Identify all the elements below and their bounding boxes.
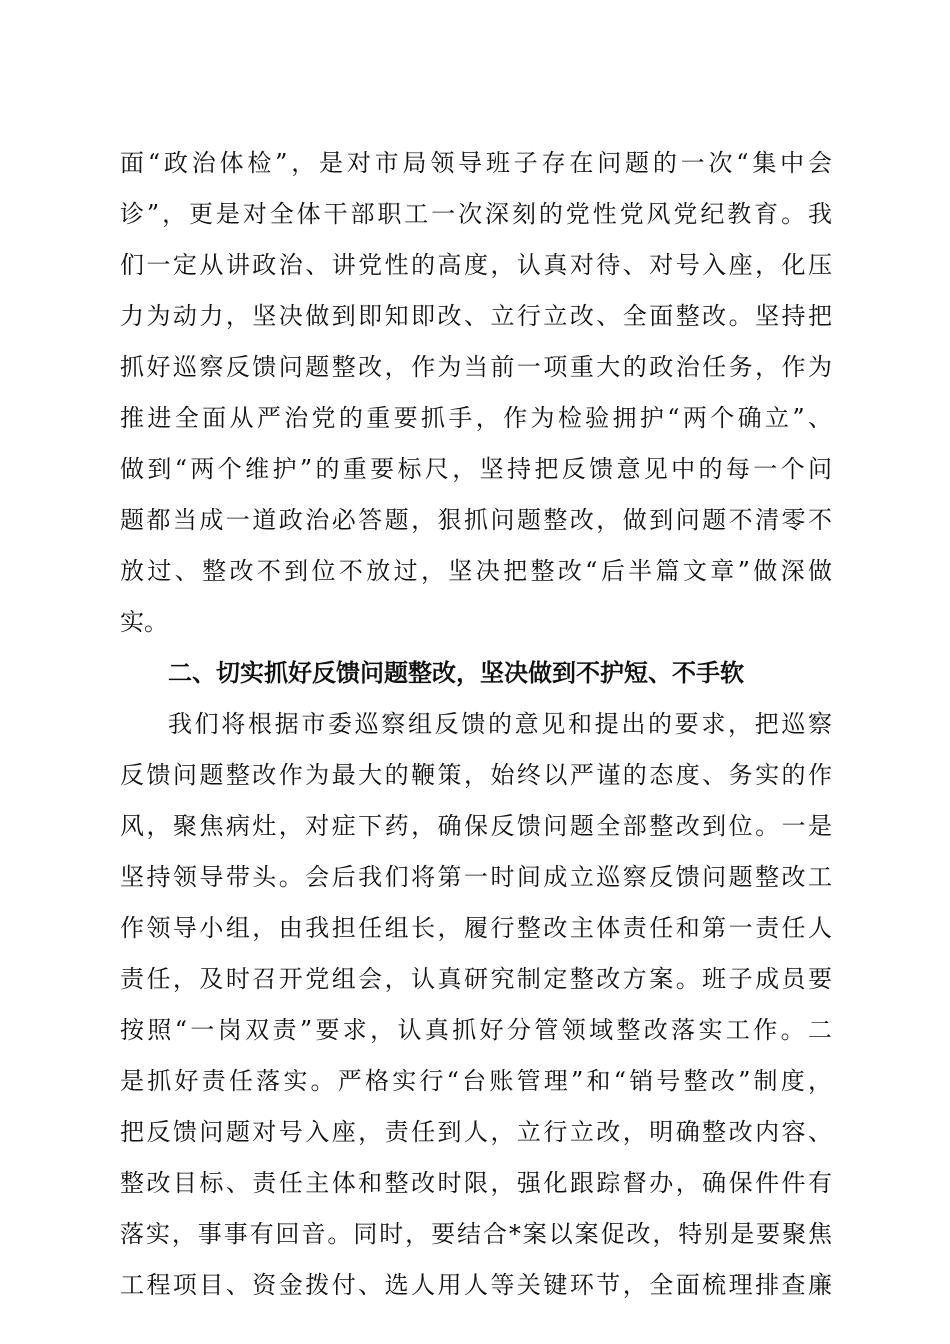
section-2-line-2: 反馈问题整改作为最大的鞭策，始终以严谨的态度、务实的作 <box>120 761 832 789</box>
section-2-line-7: 按照“一岗双责”要求，认真抓好分管领域整改落实工作。二 <box>120 1016 832 1044</box>
section-2-line-3: 风，聚焦病灶，对症下药，确保反馈问题全部整改到位。一是 <box>120 812 832 840</box>
paragraph-1-line-9: 放过、整改不到位不放过，坚决把整改“后半篇文章”做深做 <box>120 557 832 585</box>
paragraph-1-line-10: 实。 <box>120 608 168 636</box>
section-2-line-9: 把反馈问题对号入座，责任到人，立行立改，明确整改内容、 <box>120 1118 832 1146</box>
paragraph-1-line-4: 力为动力，坚决做到即知即改、立行立改、全面整改。坚持把 <box>120 302 832 330</box>
paragraph-1-line-2: 诊”，更是对全体干部职工一次深刻的党性党风党纪教育。我 <box>120 200 832 228</box>
paragraph-1-line-7: 做到“两个维护”的重要标尺，坚持把反馈意见中的每一个问 <box>120 455 832 483</box>
paragraph-1-line-5: 抓好巡察反馈问题整改，作为当前一项重大的政治任务，作为 <box>120 353 832 381</box>
paragraph-1-line-8: 题都当成一道政治必答题，狠抓问题整改，做到问题不清零不 <box>120 506 832 534</box>
section-2-line-12: 工程项目、资金拨付、选人用人等关键环节，全面梳理排查廉 <box>120 1271 832 1299</box>
section-2-line-6: 责任，及时召开党组会，认真研究制定整改方案。班子成员要 <box>120 965 832 993</box>
section-2-line-5: 作领导小组，由我担任组长，履行整改主体责任和第一责任人 <box>120 914 832 942</box>
section-2-heading: 二、切实抓好反馈问题整改，坚决做到不护短、不手软 <box>168 659 744 687</box>
paragraph-1-line-3: 们一定从讲政治、讲党性的高度，认真对待、对号入座，化压 <box>120 251 832 279</box>
section-2-line-1: 我们将根据市委巡察组反馈的意见和提出的要求，把巡察 <box>168 710 832 738</box>
section-2-line-8: 是抓好责任落实。严格实行“台账管理”和“销号整改”制度， <box>120 1067 832 1095</box>
paragraph-1-line-1: 面“政治体检”，是对市局领导班子存在问题的一次“集中会 <box>120 149 832 177</box>
paragraph-1-line-6: 推进全面从严治党的重要抓手，作为检验拥护“两个确立”、 <box>120 404 832 432</box>
section-2-line-11: 落实，事事有回音。同时，要结合*案以案促改，特别是要聚焦 <box>120 1220 832 1248</box>
section-2-line-4: 坚持领导带头。会后我们将第一时间成立巡察反馈问题整改工 <box>120 863 832 891</box>
section-2-line-10: 整改目标、责任主体和整改时限，强化跟踪督办，确保件件有 <box>120 1169 832 1197</box>
